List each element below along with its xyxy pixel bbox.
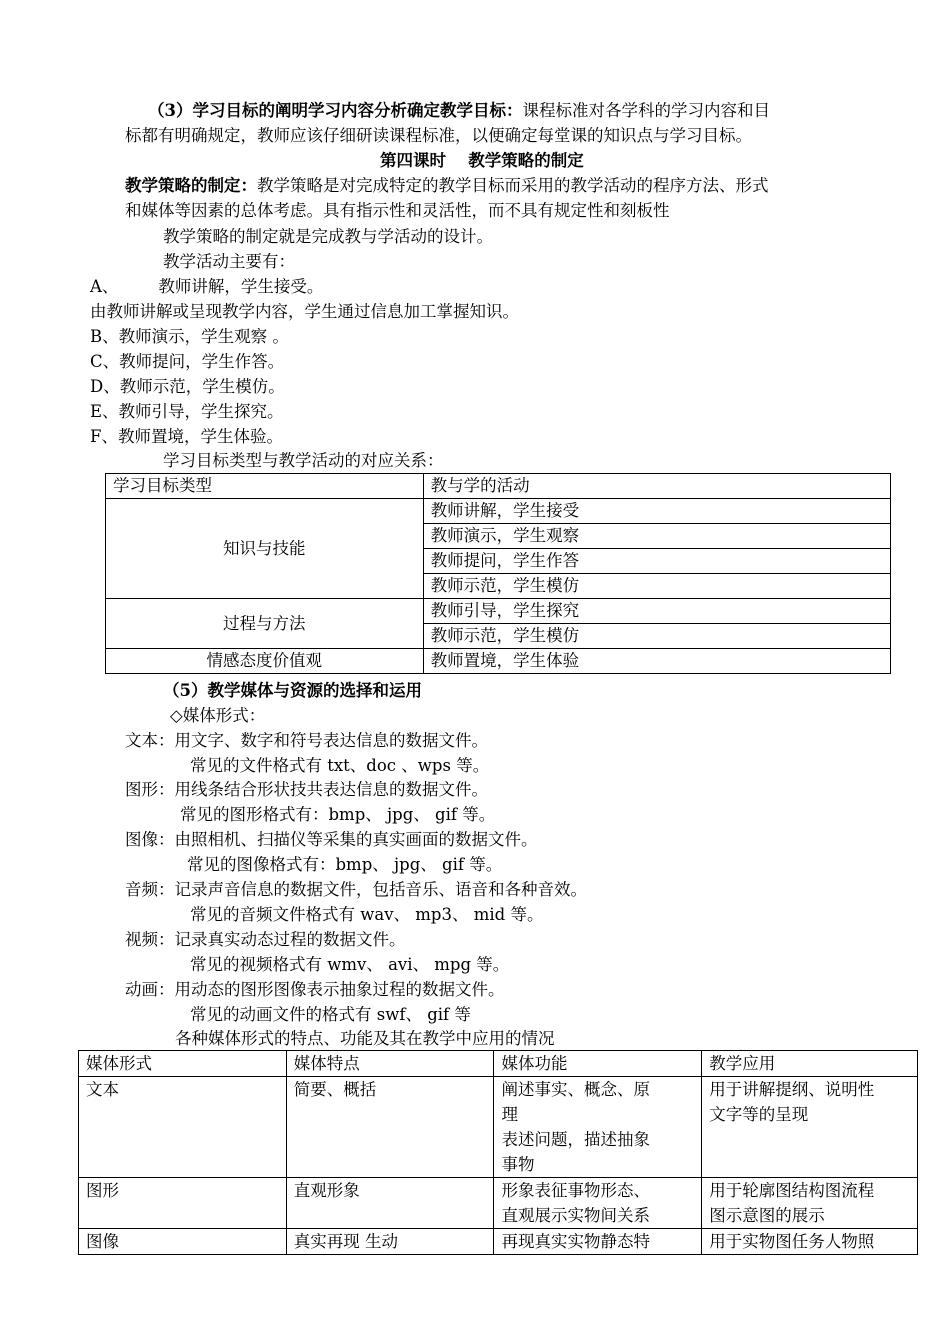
strategy-text1: 教学策略是对完成特定的教学目标而采用的教学活动的程序方法、形式 bbox=[257, 176, 769, 195]
media-function-cell bbox=[494, 1077, 702, 1178]
section3-text1: 课程标准对各学科的学习内容和目 bbox=[522, 101, 770, 120]
cell-line: 形象表征事物形态、 bbox=[501, 1181, 650, 1200]
strategy-design: 教学策略的制定就是完成教与学活动的设计。 bbox=[163, 227, 493, 246]
activity-cell: 教师讲解，学生接受 bbox=[423, 499, 890, 524]
activity-a-description: 由教师讲解或呈现教学内容，学生通过信息加工掌握知识。 bbox=[90, 302, 519, 321]
lesson4-title: 第四课时 教学策略的制定 bbox=[380, 151, 584, 170]
table-header-cell: 媒体功能 bbox=[494, 1051, 702, 1077]
table-header-cell: 学习目标类型 bbox=[106, 474, 424, 499]
cell-line: 阐述事实、概念、原 bbox=[501, 1080, 650, 1099]
media-form-cell: 图形 bbox=[79, 1178, 287, 1229]
table-row bbox=[79, 1077, 918, 1178]
table-header-cell: 媒体特点 bbox=[286, 1051, 494, 1077]
activity-item-c: C、教师提问，学生作答。 bbox=[90, 352, 285, 371]
table-header-row bbox=[79, 1051, 918, 1077]
media-animation-formats: 常见的动画文件的格式有 swf、 gif 等 bbox=[190, 1005, 471, 1024]
cell-line: 表述问题，描述抽象 bbox=[501, 1130, 650, 1149]
media-animation-definition: 动画：用动态的图形图像表示抽象过程的数据文件。 bbox=[125, 980, 505, 999]
media-table bbox=[78, 1050, 918, 1255]
table-row bbox=[106, 499, 891, 524]
activity-item-a bbox=[90, 276, 323, 298]
table-header-cell: 媒体形式 bbox=[79, 1051, 287, 1077]
section3-line1 bbox=[148, 100, 770, 122]
media-video-formats: 常见的视频格式有 wmv、 avi、 mpg 等。 bbox=[190, 955, 510, 974]
table1-caption: 学习目标类型与教学活动的对应关系： bbox=[163, 451, 444, 470]
table-row bbox=[79, 1178, 918, 1229]
objectives-activities-table bbox=[105, 473, 891, 674]
media-text-definition: 文本：用文字、数字和符号表达信息的数据文件。 bbox=[125, 731, 488, 750]
strategy-definition-line2: 和媒体等因素的总体考虑。具有指示性和灵活性，而不具有规定性和刻板性 bbox=[125, 201, 670, 220]
activity-cell: 教师演示，学生观察 bbox=[423, 524, 890, 549]
cell-line: 文字等的呈现 bbox=[709, 1105, 809, 1124]
cell-line: 用于轮廓图结构图流程 bbox=[709, 1181, 875, 1200]
table-row bbox=[79, 1229, 918, 1255]
cell-line: 直观展示实物间关系 bbox=[501, 1206, 650, 1225]
activity-item-f: F、教师置境，学生体验。 bbox=[90, 427, 283, 446]
media-audio-definition: 音频：记录声音信息的数据文件，包括音乐、语音和各种音效。 bbox=[125, 880, 587, 899]
media-function-cell bbox=[494, 1229, 702, 1255]
media-video-definition: 视频：记录真实动态过程的数据文件。 bbox=[125, 930, 406, 949]
table-row bbox=[106, 599, 891, 624]
activity-item-b: B、教师演示，学生观察 。 bbox=[90, 327, 289, 346]
media-image-formats: 常见的图像格式有：bmp、 jpg、 gif 等。 bbox=[187, 855, 503, 874]
activity-cell: 教师示范，学生模仿 bbox=[423, 574, 890, 599]
media-graphic-definition: 图形：用线条结合形状技共表达信息的数据文件。 bbox=[125, 780, 488, 799]
media-text-formats: 常见的文件格式有 txt、doc 、wps 等。 bbox=[190, 756, 490, 775]
table-header-row bbox=[106, 474, 891, 499]
cell-line: 事物 bbox=[501, 1155, 535, 1174]
cell-line: 用于讲解提纲、说明性 bbox=[709, 1080, 875, 1099]
activity-item-d: D、教师示范，学生模仿。 bbox=[90, 377, 285, 396]
media-function-cell bbox=[494, 1178, 702, 1229]
section5-heading: （5）教学媒体与资源的选择和运用 bbox=[163, 681, 422, 700]
cell-line: 图示意图的展示 bbox=[709, 1206, 825, 1225]
objective-type-cell: 情感态度价值观 bbox=[106, 649, 424, 674]
media-feature-cell: 真实再现 生动 bbox=[286, 1229, 494, 1255]
table-header-cell: 教与学的活动 bbox=[423, 474, 890, 499]
section3-heading: （3）学习目标的阐明学习内容分析确定教学目标： bbox=[148, 101, 523, 120]
media-form-cell: 文本 bbox=[79, 1077, 287, 1178]
activities-intro: 教学活动主要有： bbox=[163, 252, 295, 271]
section3-line2: 标都有明确规定，教师应该仔细研读课程标准，以便确定每堂课的知识点与学习目标。 bbox=[125, 126, 752, 145]
media-audio-formats: 常见的音频文件格式有 wav、 mp3、 mid 等。 bbox=[190, 905, 544, 924]
cell-line: 理 bbox=[501, 1105, 518, 1124]
media-feature-cell: 简要、概括 bbox=[286, 1077, 494, 1178]
table-row bbox=[106, 649, 891, 674]
cell-line: 再现真实实物静态特 bbox=[501, 1232, 650, 1251]
media-feature-cell: 直观形象 bbox=[286, 1178, 494, 1229]
objective-type-cell: 知识与技能 bbox=[106, 499, 424, 599]
activity-item-e: E、教师引导，学生探究。 bbox=[90, 402, 284, 421]
media-graphic-formats: 常见的图形格式有：bmp、 jpg、 gif 等。 bbox=[180, 805, 496, 824]
objective-type-cell: 过程与方法 bbox=[106, 599, 424, 649]
strategy-label: 教学策略的制定： bbox=[125, 176, 257, 195]
activity-a-text: 教师讲解，学生接受。 bbox=[158, 277, 324, 296]
activity-a-label: A、 bbox=[90, 277, 119, 296]
cell-line: 用于实物图任务人物照 bbox=[709, 1232, 875, 1251]
media-image-definition: 图像：由照相机、扫描仪等采集的真实画面的数据文件。 bbox=[125, 830, 538, 849]
table2-caption: 各种媒体形式的特点、功能及其在教学中应用的情况 bbox=[175, 1029, 555, 1048]
strategy-definition-line1 bbox=[125, 175, 769, 197]
media-application-cell bbox=[702, 1178, 918, 1229]
media-application-cell bbox=[702, 1077, 918, 1178]
table-header-cell: 教学应用 bbox=[702, 1051, 918, 1077]
activity-cell: 教师引导，学生探究 bbox=[423, 599, 890, 624]
activity-cell: 教师示范，学生模仿 bbox=[423, 624, 890, 649]
activity-cell: 教师提问，学生作答 bbox=[423, 549, 890, 574]
media-application-cell bbox=[702, 1229, 918, 1255]
media-form-cell: 图像 bbox=[79, 1229, 287, 1255]
activity-cell: 教师置境，学生体验 bbox=[423, 649, 890, 674]
media-forms-heading: ◇媒体形式： bbox=[170, 706, 266, 725]
